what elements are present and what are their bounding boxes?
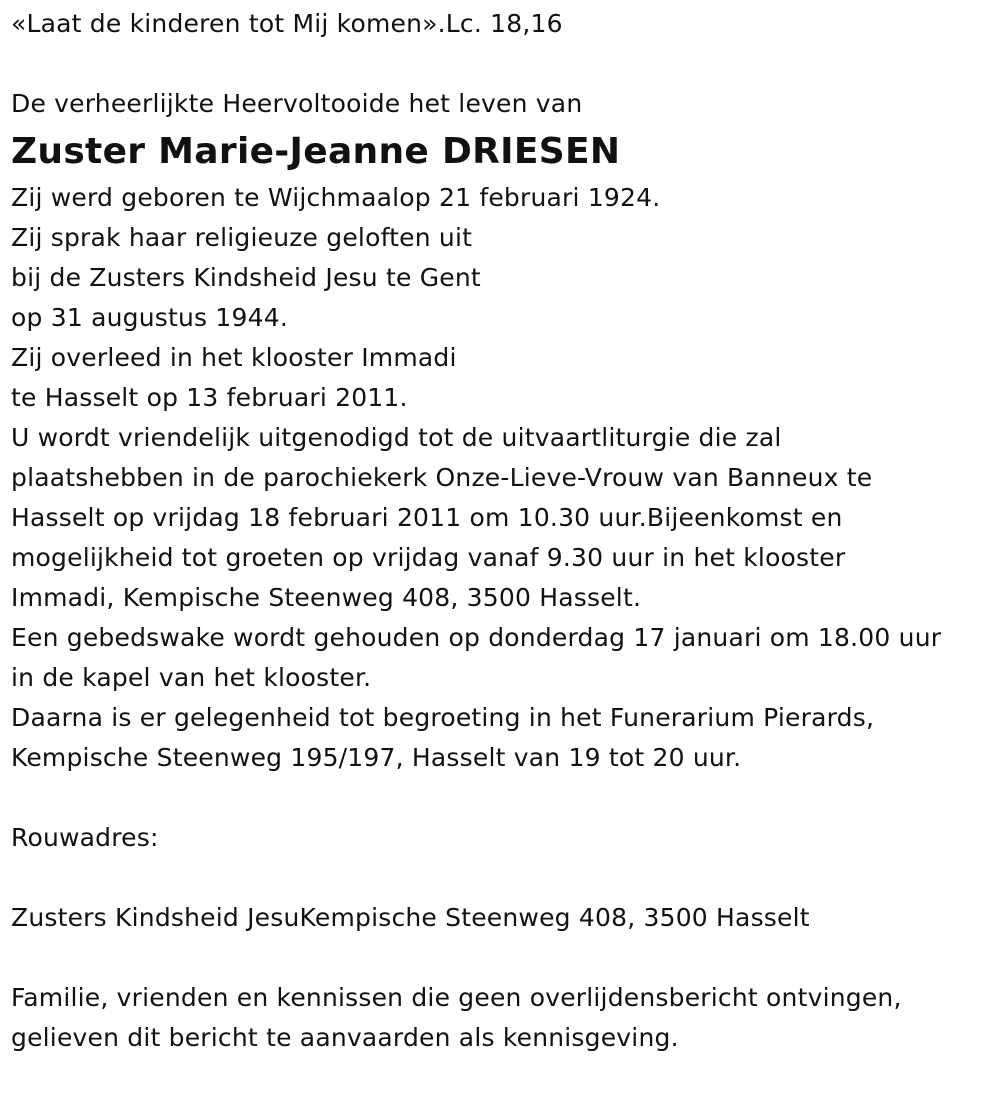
body-line: in de kapel van het klooster.: [11, 663, 372, 692]
closing-line: gelieven dit bericht te aanvaarden als kennisgeving.: [11, 1023, 679, 1052]
address-value: Zusters Kindsheid JesuKempische Steenweg 408, 3500 Hasselt: [11, 903, 810, 932]
body-line: Zij overleed in het klooster Immadi: [11, 343, 457, 372]
body-line: Kempische Steenweg 195/197, Hasselt van 19 tot 20 uur.: [11, 743, 742, 772]
obituary-notice: [11, 0, 991, 1058]
body-line: te Hasselt op 13 februari 2011.: [11, 383, 408, 412]
body-line: bij de Zusters Kindsheid Jesu te Gent: [11, 263, 481, 292]
body-line: Zij werd geboren te Wijchmaalop 21 februari 1924.: [11, 183, 661, 212]
spacer: [11, 938, 991, 978]
intro-text: De verheerlijkte Heervoltooide het leven van: [11, 89, 583, 118]
obituary-body: [11, 178, 991, 778]
address-label: Rouwadres:: [11, 823, 159, 852]
body-line: Immadi, Kempische Steenweg 408, 3500 Hasselt.: [11, 583, 642, 612]
spacer: [11, 778, 991, 818]
body-line: op 31 augustus 1944.: [11, 303, 288, 332]
spacer: [11, 44, 991, 84]
deceased-name: Zuster Marie-Jeanne DRIESEN: [11, 131, 621, 172]
closing-line: Familie, vrienden en kennissen die geen overlijdensbericht ontvingen,: [11, 983, 902, 1012]
body-line: plaatshebben in de parochiekerk Onze-Lieve-Vrouw van Banneux te: [11, 463, 873, 492]
body-line: Een gebedswake wordt gehouden op donderdag 17 januari om 18.00 uur: [11, 623, 942, 652]
body-line: U wordt vriendelijk uitgenodigd tot de uitvaartliturgie die zal: [11, 423, 782, 452]
body-line: Zij sprak haar religieuze geloften uit: [11, 223, 473, 252]
body-line: mogelijkheid tot groeten op vrijdag vanaf 9.30 uur in het klooster: [11, 543, 846, 572]
bible-quote: «Laat de kinderen tot Mij komen».Lc. 18,16: [11, 9, 563, 38]
spacer: [11, 858, 991, 898]
body-line: Daarna is er gelegenheid tot begroeting in het Funerarium Pierards,: [11, 703, 875, 732]
body-line: Hasselt op vrijdag 18 februari 2011 om 10.30 uur.Bijeenkomst en: [11, 503, 843, 532]
